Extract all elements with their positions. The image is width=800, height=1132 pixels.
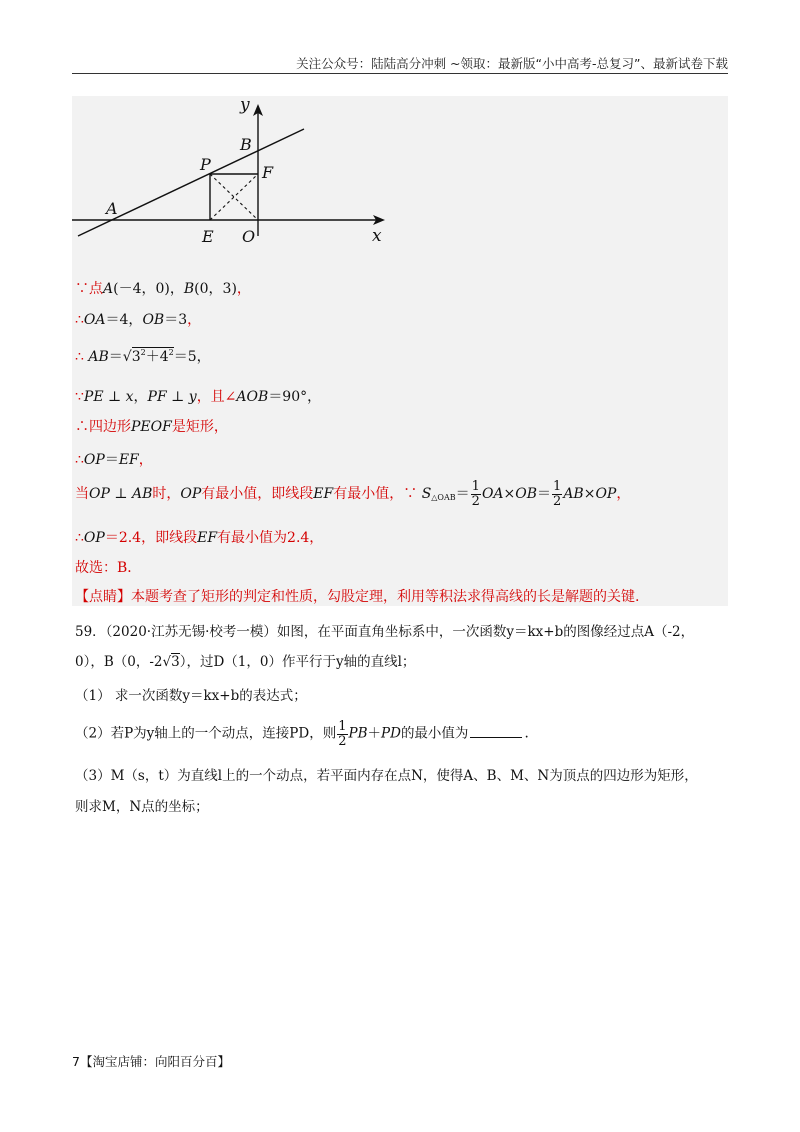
problem-59-part-3-line-2: 则求M，N点的坐标； <box>75 799 209 815</box>
solution-note: 【点睛】本题考查了矩形的判定和性质，勾股定理，利用等积法求得高线的长是解题的关键. <box>75 589 640 605</box>
solution-line-5: ∴四边形PEOF是矩形， <box>75 419 228 435</box>
page-header: 关注公众号：陆陆高分冲刺 ~领取：最新版“小中高考-总复习”、最新试卷下载 <box>296 56 728 71</box>
header-rule <box>72 73 728 74</box>
solution-line-9: 故选：B． <box>75 560 142 576</box>
problem-59-line-1: 59．（2020·江苏无锡·校考一模）如图，在平面直角坐标系中，一次函数y＝kx+b的图像经过点A（-2， <box>75 624 695 640</box>
problem-59-part-2: （2）若P为y轴上的一个动点，连接PD，则 $\frac{1}{2}$ PB＋PD的最小值为 . <box>75 719 529 749</box>
problem-59-part-3-line-1: （3）M（s，t）为直线l上的一个动点，若平面内存在点N，使得A、B、M、N为顶点的四边形为矩形， <box>75 768 698 784</box>
label-x: x <box>372 226 382 246</box>
solution-line-8: ∴OP＝2.4，即线段EF有最小值为2.4， <box>75 530 324 546</box>
page-footer: 7【淘宝店铺：向阳百分百】 <box>72 1054 230 1069</box>
label-y: y <box>240 96 250 115</box>
coordinate-figure <box>72 96 402 256</box>
label-f: F <box>262 163 274 182</box>
solution-line-4: ∵PE ⊥ x，PF ⊥ y，且∠AOB＝90°， <box>75 389 322 405</box>
solution-line-3: ∴ $AB=√3^2+4^2=5$， <box>75 348 211 365</box>
label-b: B <box>240 135 252 154</box>
fraction-half: $\frac{1}{2}$ <box>553 479 562 509</box>
sqrt-expression: $√3^2+4^2$ <box>122 348 174 365</box>
solution-line-6: ∴OP＝EF， <box>75 452 153 468</box>
fraction-half: $\frac{1}{2}$ <box>338 719 347 749</box>
problem-59-part-1: （1） 求一次函数y＝kx+b的表达式； <box>75 688 307 704</box>
label-o: O <box>242 227 256 246</box>
solution-line-2: ∴OA＝4，OB＝3， <box>75 312 202 328</box>
problem-59-line-2: 0），B（0，-2√3），过D（1，0）作平行于y轴的直线l； <box>75 654 416 670</box>
label-a: A <box>106 199 118 218</box>
solution-line-1: ∵点A(－4，0)，B(0，3)， <box>75 281 251 297</box>
label-p: P <box>200 155 211 174</box>
solution-line-7: 当OP ⊥ AB时，OP有最小值，即线段EF有最小值，∵ $S_{\triangle OAB}=$ $\frac{1}{2}$ OA×OB＝ $\frac{1}{2}$ AB×OP， <box>75 479 631 509</box>
answer-blank[interactable] <box>470 736 522 738</box>
label-e: E <box>202 227 214 246</box>
fraction-half: $\frac{1}{2}$ <box>471 479 480 509</box>
